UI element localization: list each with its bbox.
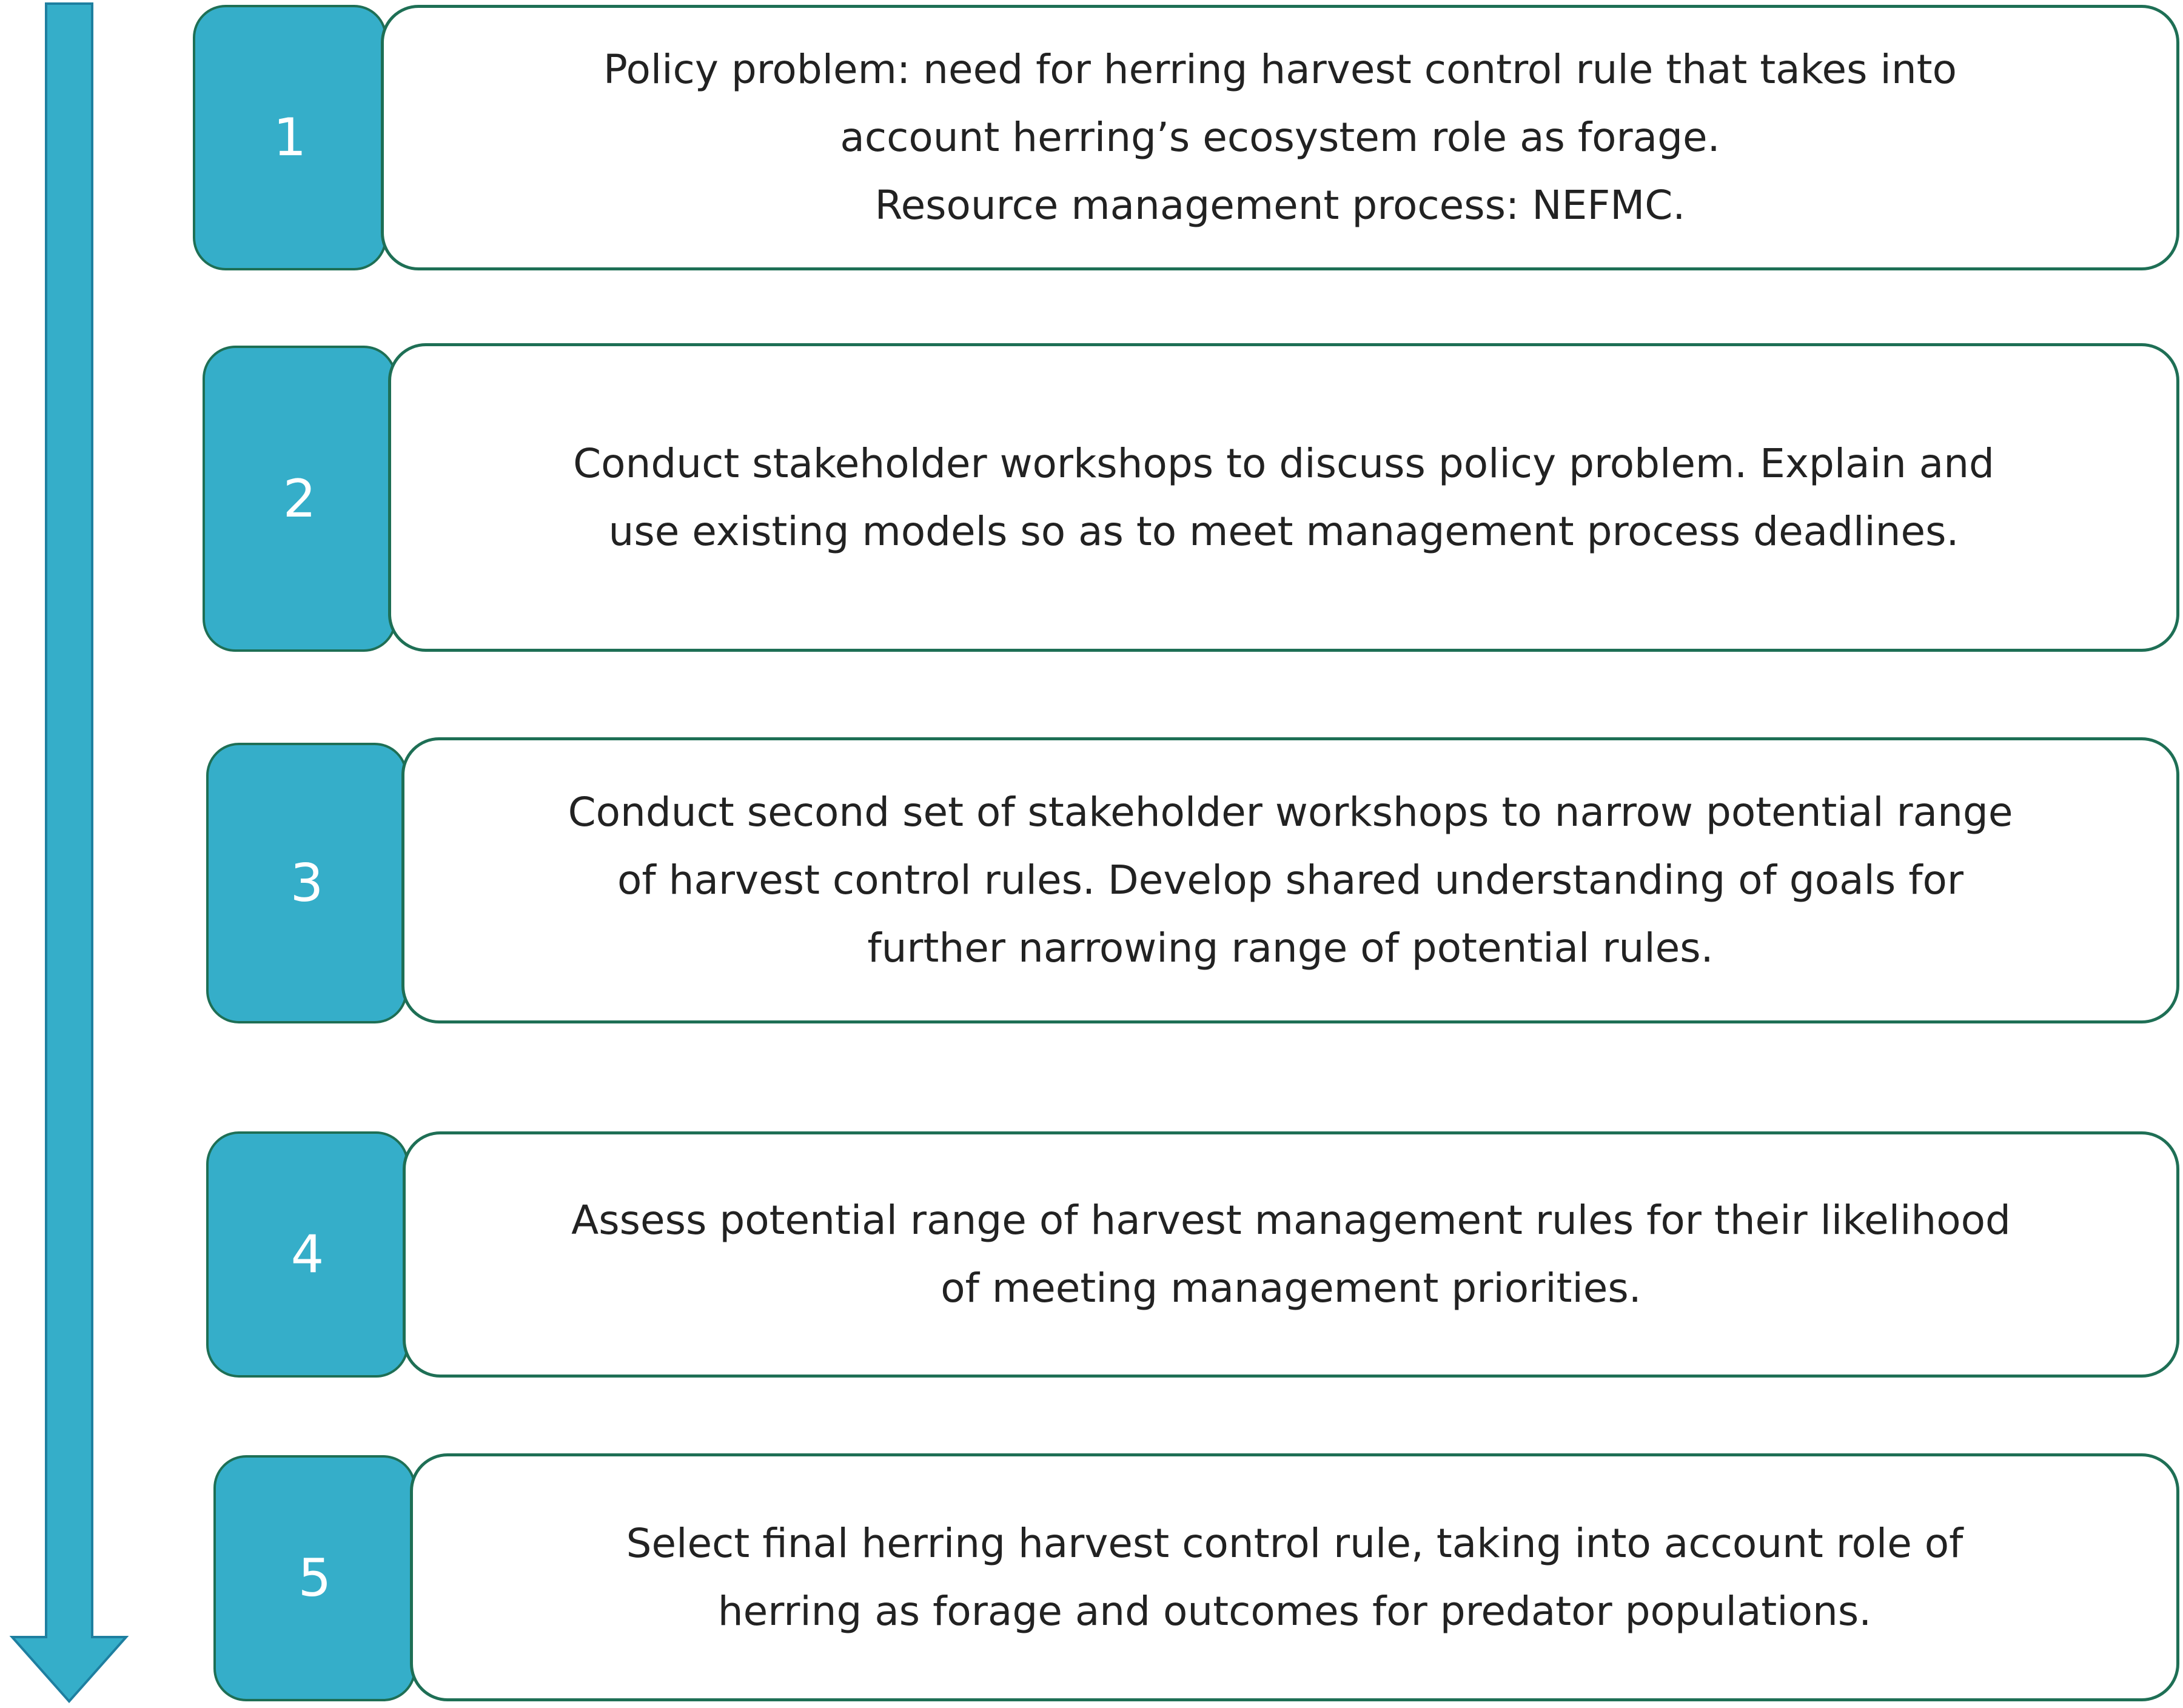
step-number-box <box>206 743 407 1023</box>
down-arrow-icon <box>0 0 133 1708</box>
step-text-box <box>381 5 2179 270</box>
step-text-line: herring as forage and outcomes for predator populations. <box>717 1587 1872 1635</box>
step-text-box <box>388 343 2179 652</box>
step-number-box <box>193 5 387 270</box>
step-text-line: Assess potential range of harvest management rules for their likelihood <box>571 1197 2011 1244</box>
step-text-line: further narrowing range of potential rules. <box>867 925 1714 971</box>
step-text-line: Policy problem: need for herring harvest control rule that takes into <box>603 46 1957 93</box>
step-number-box <box>206 1131 409 1378</box>
step-text-line: Select final herring harvest control rule, taking into account role of <box>626 1519 1963 1567</box>
step-number: 5 <box>298 1548 332 1609</box>
step-number: 4 <box>290 1224 324 1285</box>
step-text-line: account herring’s ecosystem role as forage. <box>840 114 1720 161</box>
step-number-box <box>213 1455 416 1701</box>
step-text-line: Conduct second set of stakeholder workshops to narrow potential range <box>568 789 2013 836</box>
step-text-box <box>401 737 2179 1023</box>
step-description <box>603 36 1957 239</box>
step-text-box <box>410 1453 2179 1701</box>
step-text-line: use existing models so as to meet management process deadlines. <box>608 507 1959 555</box>
step-description <box>626 1510 1963 1646</box>
step-text-box <box>403 1131 2179 1378</box>
step-text-line: Conduct stakeholder workshops to discuss policy problem. Explain and <box>573 440 1994 487</box>
step-text-line: Resource management process: NEFMC. <box>874 182 1686 229</box>
step-description <box>573 430 1994 566</box>
step-number-box <box>203 346 397 652</box>
step-text-line: of harvest control rules. Develop shared understanding of goals for <box>617 857 1963 903</box>
step-number: 2 <box>283 468 317 529</box>
step-description <box>571 1187 2011 1322</box>
step-description <box>568 779 2013 982</box>
step-number: 1 <box>273 107 307 168</box>
step-text-line: of meeting management priorities. <box>941 1265 1641 1311</box>
step-number: 3 <box>290 852 324 914</box>
